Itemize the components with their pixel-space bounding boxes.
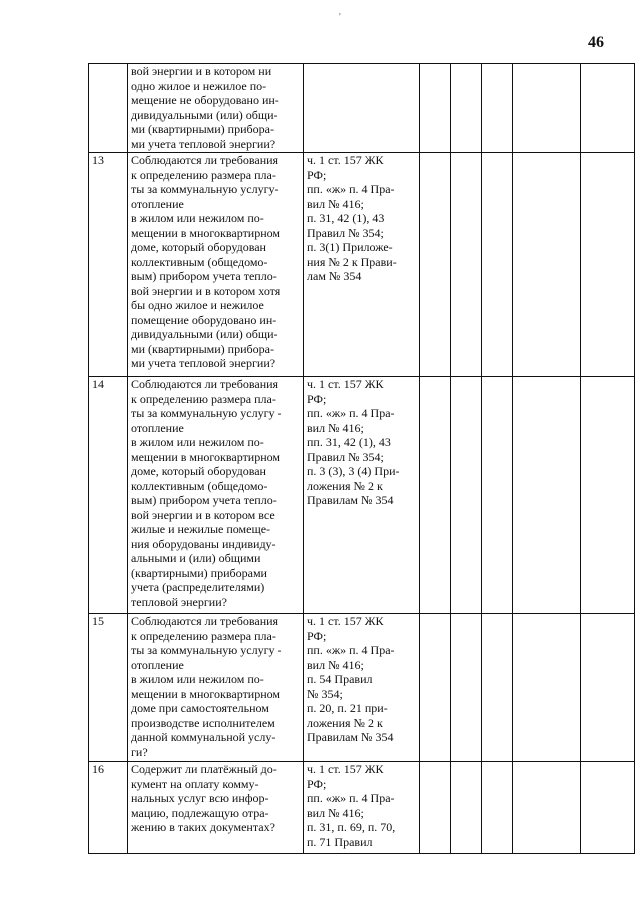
question-cell	[128, 64, 304, 153]
reference-text: ч. 1 ст. 157 ЖК РФ; пп. «ж» п. 4 Пра- вил № 416; п. 31, 42 (1), 43 Правил № 354; п. 3(1) Приложе- ния № 2 к Прави- лам № 354	[307, 153, 397, 283]
question-text: Соблюдаются ли требования к определению размера пла- ты за коммунальную услугу - отопление в жилом или нежилом по- мещении в многоквартирном доме при самостоятельном производстве исполнителем данной коммунальной услу- ги?	[131, 614, 282, 759]
answer-yes-cell	[420, 614, 451, 762]
reference-text: ч. 1 ст. 157 ЖК РФ; пп. «ж» п. 4 Пра- вил № 416; пп. 31, 42 (1), 43 Правил № 354; п. 3 (3), 3 (4) При- ложения № 2 к Правилам № 354	[307, 377, 400, 507]
page-number: 46	[588, 34, 604, 51]
question-cell	[128, 614, 304, 762]
reference-cell	[304, 153, 420, 377]
reference-cell	[304, 64, 420, 153]
question-text: вой энергии и в котором ни одно жилое и нежилое по- мещение не оборудовано ин- дивидуальными (или) общи- ми (квартирными) приборa- ми учета тепловой энергии?	[131, 64, 279, 151]
row-number	[89, 153, 128, 377]
answer-yes-cell	[420, 377, 451, 614]
answer-no-cell	[451, 153, 482, 377]
extra-cell	[581, 153, 635, 377]
answer-no-cell	[451, 762, 482, 854]
answer-na-cell	[482, 762, 513, 854]
row-number	[89, 64, 128, 153]
answer-na-cell	[482, 614, 513, 762]
row-number	[89, 614, 128, 762]
extra-cell	[581, 64, 635, 153]
answer-no-cell	[451, 64, 482, 153]
extra-cell	[581, 377, 635, 614]
reference-cell	[304, 377, 420, 614]
question-cell	[128, 153, 304, 377]
row-number	[89, 377, 128, 614]
extra-cell	[581, 614, 635, 762]
reference-text: ч. 1 ст. 157 ЖК РФ; пп. «ж» п. 4 Пра- вил № 416; п. 31, п. 69, п. 70, п. 71 Правил	[307, 762, 396, 849]
answer-yes-cell	[420, 153, 451, 377]
row-number	[89, 762, 128, 854]
answer-na-cell	[482, 153, 513, 377]
question-cell	[128, 377, 304, 614]
row-number-text: 13	[92, 153, 104, 167]
note-cell	[513, 64, 581, 153]
table-row	[89, 762, 635, 854]
answer-na-cell	[482, 64, 513, 153]
scan-speck: '	[339, 12, 341, 23]
note-cell	[513, 153, 581, 377]
answer-yes-cell	[420, 64, 451, 153]
reference-cell	[304, 762, 420, 854]
checklist-table	[88, 63, 635, 854]
table-row	[89, 377, 635, 614]
note-cell	[513, 377, 581, 614]
note-cell	[513, 614, 581, 762]
reference-text: ч. 1 ст. 157 ЖК РФ; пп. «ж» п. 4 Пра- вил № 416; п. 54 Правил № 354; п. 20, п. 21 при- ложения № 2 к Правилам № 354	[307, 614, 395, 744]
question-text: Соблюдаются ли требования к определению размера пла- ты за коммунальную услугу - отопление в жилом или нежилом по- мещении в многоквартирном доме, который оборудован коллективным (общедомо- вым) прибором учета тепло- вой энергии и в котором все жилые и нежилые помеще- ния оборудованы индивиду- альными и (или) общими (квартирными) приборами учета (распределителями) тепловой энергии?	[131, 377, 282, 609]
row-number-text: 16	[92, 762, 104, 776]
table-row	[89, 614, 635, 762]
question-text: Содержит ли платёжный до- кумент на оплату комму- нальных услуг всю инфор- мацию, подлежащую отра- жению в таких документах?	[131, 762, 277, 834]
answer-yes-cell	[420, 762, 451, 854]
note-cell	[513, 762, 581, 854]
question-text: Соблюдаются ли требования к определению размера пла- ты за коммунальную услугу- отопление в жилом или нежилом по- мещении в многоквартирном доме, который оборудован коллективным (общедомо- вым) прибором учета тепло- вой энергии и в котором хотя бы одно жилое и нежилое помещение оборудовано ин- дивидуальными (или) общи- ми (квартирными) приборa- ми учета тепловой энергии?	[131, 153, 281, 370]
row-number-text: 15	[92, 614, 104, 628]
row-number-text: 14	[92, 377, 104, 391]
question-cell	[128, 762, 304, 854]
answer-no-cell	[451, 377, 482, 614]
extra-cell	[581, 762, 635, 854]
reference-cell	[304, 614, 420, 762]
table-row	[89, 64, 635, 153]
table-row	[89, 153, 635, 377]
answer-no-cell	[451, 614, 482, 762]
answer-na-cell	[482, 377, 513, 614]
